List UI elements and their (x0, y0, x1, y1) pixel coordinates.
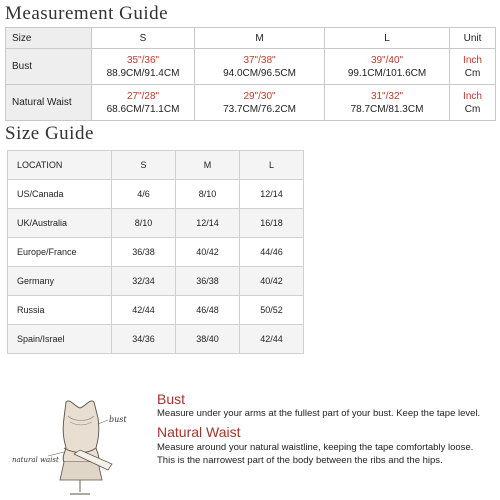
waist-s-inch: 27"/28" (126, 90, 160, 102)
bust-s-inch: 35"/36" (126, 54, 160, 66)
natural-waist-heading: Natural Waist (157, 424, 241, 440)
location-label: US/Canada (8, 180, 112, 209)
waist-l-cm: 78.7CM/81.3CM (350, 103, 424, 115)
header-m: M (195, 28, 325, 49)
measurement-header-row (6, 28, 496, 49)
size-cell: 36/38 (112, 238, 176, 267)
bust-l-cell (325, 49, 450, 85)
waist-m-cm: 73.7CM/76.2CM (223, 103, 296, 115)
bust-heading: Bust (157, 391, 186, 407)
size-cell: 8/10 (176, 180, 240, 209)
table-row (8, 180, 304, 209)
table-row (8, 296, 304, 325)
location-label: Germany (8, 267, 112, 296)
size-cell: 4/6 (112, 180, 176, 209)
bust-description: Measure under your arms at the fullest part of your bust. Keep the tape level. (157, 408, 481, 419)
waist-unit-inch: Inch (463, 90, 482, 102)
location-label: Europe/France (8, 238, 112, 267)
size-cell: 16/18 (240, 209, 304, 238)
header-l: L (325, 28, 450, 49)
illustration-label-bust: bust (109, 415, 127, 424)
natural-waist-description-line2: This is the narrowest part of the body between the ribs and the hips. (157, 455, 443, 466)
location-label: UK/Australia (8, 209, 112, 238)
size-cell: 40/42 (240, 267, 304, 296)
dress-form-icon (8, 388, 153, 498)
bust-s-cell (92, 49, 195, 85)
header-unit: Unit (450, 28, 496, 49)
waist-unit-cell (450, 85, 496, 121)
bust-m-cell (195, 49, 325, 85)
bust-s-cm: 88.9CM/91.4CM (106, 67, 180, 79)
header-l: L (240, 151, 304, 180)
table-row (6, 49, 496, 85)
size-cell: 12/14 (176, 209, 240, 238)
size-cell: 42/44 (112, 296, 176, 325)
size-cell: 8/10 (112, 209, 176, 238)
row-label-waist: Natural Waist (6, 85, 92, 121)
size-guide-table (7, 150, 304, 354)
bust-l-cm: 99.1CM/101.6CM (347, 67, 427, 79)
header-s: S (92, 28, 195, 49)
table-row (8, 209, 304, 238)
size-cell: 36/38 (176, 267, 240, 296)
size-cell: 44/46 (240, 238, 304, 267)
waist-l-inch: 31"/32" (370, 90, 404, 102)
location-label: Russia (8, 296, 112, 325)
row-label-bust: Bust (6, 49, 92, 85)
size-cell: 50/52 (240, 296, 304, 325)
size-cell: 38/40 (176, 325, 240, 354)
natural-waist-description-line1: Measure around your natural waistline, keeping the tape comfortably loose. (157, 442, 474, 453)
table-row (8, 238, 304, 267)
waist-l-cell (325, 85, 450, 121)
waist-s-cell (92, 85, 195, 121)
size-cell: 32/34 (112, 267, 176, 296)
waist-unit-cm: Cm (464, 103, 481, 115)
waist-m-inch: 29"/30" (243, 90, 276, 102)
size-cell: 46/48 (176, 296, 240, 325)
header-s: S (112, 151, 176, 180)
bust-unit-cell (450, 49, 496, 85)
table-row (8, 325, 304, 354)
measurement-table (5, 27, 496, 121)
waist-s-cm: 68.6CM/71.1CM (106, 103, 180, 115)
waist-m-cell (195, 85, 325, 121)
size-cell: 40/42 (176, 238, 240, 267)
header-size: Size (6, 28, 92, 49)
measurement-guide-title: Measurement Guide (5, 3, 169, 24)
bust-l-inch: 39"/40" (370, 54, 404, 66)
size-cell: 12/14 (240, 180, 304, 209)
header-m: M (176, 151, 240, 180)
bust-m-inch: 37"/38" (243, 54, 276, 66)
size-cell: 34/36 (112, 325, 176, 354)
size-cell: 42/44 (240, 325, 304, 354)
location-label: Spain/Israel (8, 325, 112, 354)
bust-unit-inch: Inch (463, 54, 482, 66)
table-row (8, 267, 304, 296)
bust-m-cm: 94.0CM/96.5CM (223, 67, 296, 79)
table-row (6, 85, 496, 121)
header-location: LOCATION (8, 151, 112, 180)
bust-unit-cm: Cm (464, 67, 481, 79)
size-guide-title: Size Guide (5, 123, 94, 144)
size-guide-header-row (8, 151, 304, 180)
illustration-label-waist: natural waist (12, 456, 59, 464)
